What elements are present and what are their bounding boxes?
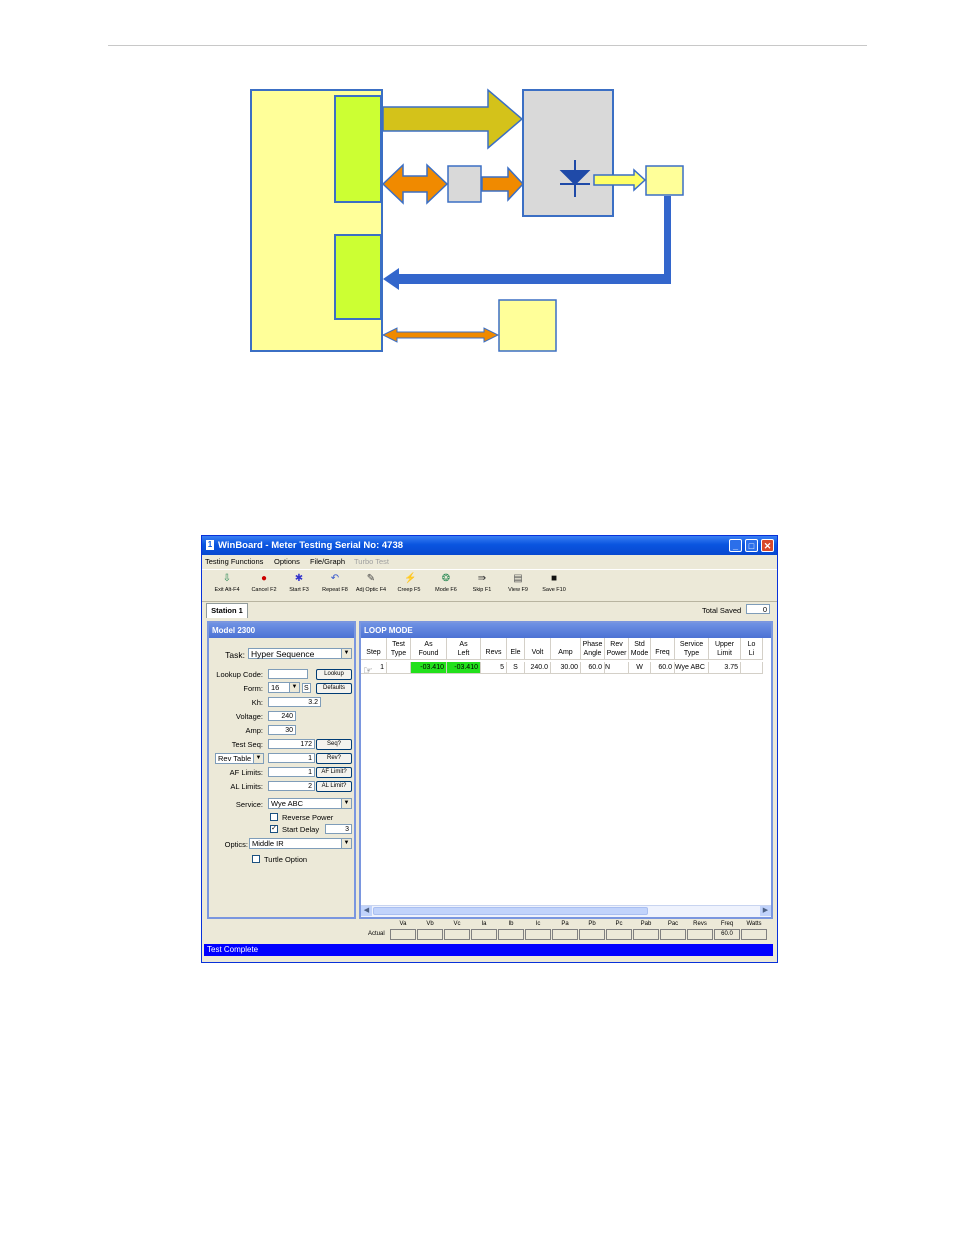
column-header-text: Std [634,641,645,648]
skip-icon: ⇛ [477,573,487,584]
table-cell[interactable]: W [629,662,651,674]
table-cell[interactable]: 3.75 [709,662,741,674]
creep-button[interactable]: ⚡ Creep F5 [397,573,421,593]
diagram-bottom-orange-double-arrow [383,328,498,342]
column-header-text: Phase [582,641,603,648]
column-header[interactable] [387,638,411,660]
table-cell[interactable]: 1 [361,662,387,674]
column-header-text: Limit [717,650,732,657]
meter-header: Ic [535,921,541,927]
exit-icon: ⇩ [222,573,232,584]
tab-station-1[interactable]: Station 1 [206,603,248,618]
start-delay-checkbox[interactable]: ✓ [271,825,277,832]
repeat-icon: ↶ [330,573,340,584]
service-select[interactable]: Wye ABC ▼ [268,798,352,809]
model-panel [207,621,356,919]
meter-header: Watts [746,921,762,927]
table-cell[interactable]: 60.0 [581,662,605,674]
lookup-code-input[interactable] [268,669,308,679]
save-icon: ■ [550,573,558,584]
column-header-text: Test [392,641,405,648]
toolbar [202,569,777,602]
meter-header: Pab [640,921,652,927]
column-header-text: Step [366,649,381,656]
table-cell[interactable]: -03.410 [411,662,447,674]
column-header[interactable] [361,638,387,660]
meter-header: Revs [693,921,707,927]
chevron-down-icon[interactable]: ▼ [341,799,351,808]
task-label: Task: [225,650,245,660]
column-header[interactable] [709,638,741,660]
lookup-code-label: Lookup Code: [216,670,263,679]
column-header-text: Found [418,650,439,657]
loop-mode-panel [359,621,773,919]
column-header[interactable] [507,638,525,660]
rev-table-select[interactable]: Rev Table ▼ [215,753,264,764]
table-cell[interactable]: S [507,662,525,674]
optics-label: Optics: [224,840,248,849]
task-select[interactable]: Hyper Sequence ▼ [248,648,352,659]
meter-value [552,929,578,940]
meter-value [498,929,524,940]
meter-value [606,929,632,940]
seq-button[interactable]: Seq? [316,739,352,750]
save-button[interactable]: ■ Save F10 [542,573,566,593]
test-seq-input[interactable]: 172 [268,739,315,749]
menu-options[interactable]: Options [274,557,300,566]
meter-value [444,929,470,940]
adjust-optic-icon: ✎ [366,573,376,584]
column-header-text: Amp [558,649,573,656]
mode-button[interactable]: ❂ Mode F6 [435,573,457,593]
start-button[interactable]: ✱ Start F3 [289,573,309,593]
meter-header: Pac [667,921,679,927]
adjust-optic-button[interactable]: ✎ Adj Optic F4 [355,573,387,593]
start-delay-input[interactable]: 3 [325,824,352,834]
kh-input[interactable]: 3.2 [268,697,321,707]
chevron-down-icon[interactable]: ▼ [341,839,351,848]
af-limit-button[interactable]: AF Limit? [316,767,352,778]
form-select[interactable]: 16 ▼ [268,682,300,693]
meter-header: Pa [561,921,569,927]
loop-mode-title: LOOP MODE [361,623,771,638]
total-saved-label: Total Saved [702,606,742,615]
table-cell[interactable]: Wye ABC [675,662,709,674]
column-header-text: Service [679,641,704,648]
diagram-gray-unit [523,90,613,216]
al-limit-button[interactable]: AL Limit? [316,781,352,792]
menu-testing-functions[interactable]: Testing Functions [205,557,264,566]
model-panel-title: Model 2300 [209,623,354,638]
exit-button[interactable]: ⇩ Exit Alt-F4 [214,573,240,593]
rev-button[interactable]: Rev? [316,753,352,764]
lookup-button[interactable]: Lookup [316,669,352,680]
amp-input[interactable]: 30 [268,725,296,735]
winboard-window [201,535,778,963]
window-title: WinBoard - Meter Testing Serial No: 4738 [218,540,404,551]
start-delay-label: Start Delay [282,825,320,834]
scroll-right-icon[interactable]: ▶ [760,906,771,916]
meter-header: Va [399,921,407,927]
table-cell[interactable]: 30.00 [551,662,581,674]
column-header-text: Type [390,650,407,657]
creep-icon: ⚡ [404,573,417,584]
meter-value [660,929,686,940]
start-icon: ✱ [294,573,304,584]
meter-header: Vb [426,921,434,927]
column-header[interactable] [481,638,507,660]
af-limits-input[interactable]: 1 [268,767,315,777]
diagram-orange-double-arrow [383,165,447,203]
diagram-gold-arrow [383,90,522,148]
turtle-option-checkbox[interactable] [252,855,260,863]
scroll-left-icon[interactable]: ◀ [361,906,372,916]
title-bar[interactable] [202,536,777,555]
column-header-text: Freq [655,649,670,656]
al-limits-label: AL Limits: [230,782,263,791]
defaults-button[interactable]: Defaults [316,683,352,694]
column-header-text: Volt [531,649,544,656]
column-header-text: Left [457,650,470,657]
column-header-text: Angle [583,650,602,657]
meter-value [633,929,659,940]
column-header[interactable] [651,638,675,660]
column-header-text: Upper [714,641,735,648]
column-header-text: Power [606,650,627,657]
optics-select[interactable]: Middle IR ▼ [249,838,352,849]
diagram-small-gray-box [448,166,481,202]
menu-bar [202,555,777,569]
meter-header: Pc [615,921,623,927]
form-label: Form: [243,684,263,693]
turtle-option-label: Turtle Option [264,855,308,864]
service-label: Service: [235,800,263,809]
amp-label: Amp: [245,726,263,735]
kh-label: Kh: [251,698,263,707]
actual-label: Actual [368,931,385,937]
column-header[interactable] [605,638,629,660]
meter-value [417,929,443,940]
minimize-icon[interactable]: _ [729,539,742,552]
app-icon: 1 [207,540,213,549]
column-header-text: Lo [747,641,756,648]
rev-input[interactable]: 1 [268,753,315,763]
column-header-text: Mode [630,650,649,657]
mode-icon: ❂ [441,573,451,584]
cancel-icon: ● [260,573,268,584]
column-header-text: Li [748,650,755,657]
table-cell[interactable]: 60.0 [651,662,675,674]
af-limits-label: AF Limits: [229,768,263,777]
menu-file-graph[interactable]: File/Graph [310,557,346,566]
meter-value [471,929,497,940]
table-cell[interactable] [741,662,763,674]
column-header-text: As [459,641,468,648]
column-header[interactable] [551,638,581,660]
meter-header: Freq [720,921,734,927]
pointer-hand-icon: ☞ [363,665,373,677]
form-suffix: S [302,683,311,693]
total-saved-value: 0 [746,604,770,614]
meter-header: Ia [481,921,487,927]
column-header[interactable] [447,638,481,660]
scrollbar-thumb[interactable] [373,907,648,915]
reverse-power-label: Reverse Power [282,813,334,822]
meter-value [687,929,713,940]
meter-header: Ib [508,921,514,927]
menu-turbo-test: Turbo Test [354,557,390,566]
table-cell[interactable]: -03.410 [447,662,481,674]
meter-header: Pb [588,921,596,927]
column-header[interactable] [629,638,651,660]
column-header[interactable] [525,638,551,660]
voltage-input[interactable]: 240 [268,711,296,721]
column-header-text: Ele [510,649,521,656]
column-header[interactable] [741,638,763,660]
close-icon[interactable]: ✕ [761,539,774,552]
diagram-sensor-box [646,166,683,195]
page-rule [108,45,867,46]
chevron-down-icon[interactable]: ▼ [289,683,299,692]
horizontal-scrollbar[interactable] [361,905,771,917]
block-diagram [240,80,700,360]
column-header-text: As [424,641,433,648]
meter-header: Vc [453,921,461,927]
table-cell[interactable]: 240.0 [525,662,551,674]
skip-button[interactable]: ⇛ Skip F1 [472,573,492,593]
al-limits-input[interactable]: 2 [268,781,315,791]
table-cell[interactable] [387,662,411,674]
status-bar: Test Complete [204,944,773,956]
meter-value [525,929,551,940]
column-header[interactable] [675,638,709,660]
cancel-button[interactable]: ● Cancel F2 [251,573,277,593]
maximize-icon[interactable]: □ [745,539,758,552]
meter-value [741,929,767,940]
test-seq-label: Test Seq: [231,740,263,749]
repeat-button[interactable]: ↶ Repeat F8 [322,573,348,593]
meter-value [390,929,416,940]
table-cell[interactable]: 5 [481,662,507,674]
column-header[interactable] [581,638,605,660]
view-icon: ▤ [513,573,523,584]
reverse-power-checkbox[interactable] [270,813,278,821]
chevron-down-icon[interactable]: ▼ [253,754,263,763]
voltage-label: Voltage: [235,712,263,721]
view-button[interactable]: ▤ View F9 [508,573,528,593]
column-header-text: Rev [610,641,623,648]
table-cell[interactable]: N [605,662,629,674]
meter-value [579,929,605,940]
diagram-lower-module [335,235,381,319]
diagram-orange-arrow [482,168,523,200]
column-header[interactable] [411,638,447,660]
column-header-text: Type [683,650,700,657]
meter-value: 60.0 [714,929,740,940]
chevron-down-icon[interactable]: ▼ [341,649,351,658]
column-header-text: Revs [485,649,502,656]
diagram-bottom-box [499,300,556,351]
diagram-upper-module [335,96,381,202]
